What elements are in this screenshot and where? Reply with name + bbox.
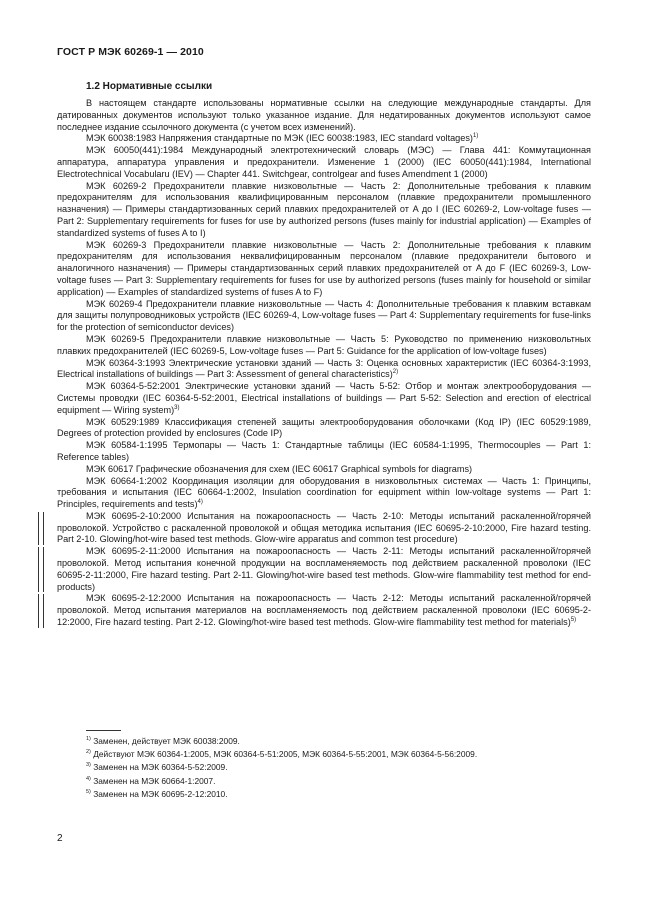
reference-text: МЭК 60269-2 Предохранители плавкие низковольтные — Часть 2: Дополнительные требования к плавким предохранителям для использования квалифицированным персоналом (плавкие предохранители промышленного назначения) — Примеры стандартизованных серий плавких предохранителей от A до I (IEC 60269-2, Low-voltage fuses — Part 2: Supplementary requirements for fuses for use by authorized persons (fuses mainly for industrial application) — Examples of standardized systems of fuses A to I) — [57, 180, 591, 238]
reference-text: МЭК 60050(441):1984 Международный электротехнический словарь (МЭС) — Глава 441: Коммутационная аппаратура, аппаратура управления и предохранители. Изменение 1 (2000) (IEC 60050(441):1984, International Electrotechnical Vocabularu (IEV) — Chapter 441. Switchgear, controlgear and fuses Amendment 1 (2000) — [57, 145, 591, 179]
reference-text: МЭК 60038:1983 Напряжения стандартные по МЭК (IEC 60038:1983, IEC standard voltages) — [86, 133, 473, 144]
reference-entry — [57, 133, 591, 145]
footnotes — [86, 735, 477, 801]
page-number: 2 — [57, 833, 63, 844]
footnote-mark: 2) — [86, 749, 91, 756]
reference-text: МЭК 60664-1:2002 Координация изоляции для оборудования в низковольтных системах — Часть 1: Принципы, требования и испытания (IEC 60664-1:2002, Insulation coordination for equipment within low-voltage systems — Part 1: Principles, requirements and tests) — [57, 475, 591, 510]
footnote-text: Заменен на МЭК 60695-2-12:2010. — [93, 788, 228, 799]
reference-entry — [57, 546, 591, 593]
reference-entry — [57, 381, 591, 416]
reference-text: МЭК 60695-2-10:2000 Испытания на пожароопасность — Часть 2-10: Методы испытаний раскаленной/горячей проволокой. Устройство с раскаленной проволокой и общая методика испытания (IEC 60695-2-10:2000, Fire hazard testing. Part 2-10. Glowing/hot-wire based test methods. Glow-wire apparatus and common test procedure) — [57, 510, 591, 545]
reference-text: МЭК 60269-5 Предохранители плавкие низковольтные — Часть 5: Руководство по применению низковольтных плавких предохранителей (IEC 60269-5, Low-voltage fuses — Part 5: Guidance for the application of low-voltage fuses) — [57, 333, 591, 356]
footnote-separator — [86, 730, 121, 731]
reference-entry — [57, 299, 591, 334]
footnote-text: Заменен на МЭК 60664-1:2007. — [93, 775, 216, 786]
reference-text: МЭК 60269-4 Предохранители плавкие низковольтные — Часть 4: Дополнительные требования к плавким вставкам для защиты полупроводниковых устройств (IEC 60269-4, Low-voltage fuses — Part 4: Supplementary requirements for fuse-links for the protection of semiconductor devices) — [57, 298, 591, 333]
reference-text: В настоящем стандарте использованы нормативные ссылки на следующие международные стандарты. Для датированных документов используют только указанное издание. Для недатированных документов используют самое последнее издание ссылочного документа (с учетом всех изменений). — [57, 98, 591, 132]
reference-entry — [57, 240, 591, 299]
intro-paragraph — [57, 98, 591, 133]
reference-entry — [57, 476, 591, 511]
normative-references-list — [57, 98, 591, 629]
reference-text: МЭК 60695-2-11:2000 Испытания на пожароопасность — Часть 2-11: Методы испытаний раскаленной/горячей проволокой. Метод испытания конечной продукции на воспламеняемость под действием раскаленной проволоки (IEC 60695-2-11:2000, Fire hazard testing. Part 2-11. Glowing/hot-wire based test methods. Glow-wire flammability test method for end-products) — [57, 546, 591, 592]
change-bar — [38, 512, 44, 545]
reference-text: МЭК 60695-2-12:2000 Испытания на пожароопасность — Часть 2-12: Методы испытаний раскаленной/горячей проволокой. Метод испытания материалов на воспламеняемость под действием раскаленной проволоки (IEC 60695-2-12:2000, Fire hazard testing. Part 2-12. Glowing/hot-wire based test methods. Glow-wire flammability test method for materials) — [57, 593, 591, 628]
reference-text: МЭК 60617 Графические обозначения для схем (IEC 60617 Graphical symbols for diagrams) — [86, 463, 473, 474]
section-title: 1.2 Нормативные ссылки — [86, 81, 213, 92]
reference-entry — [57, 145, 591, 180]
reference-text: МЭК 60364-3:1993 Электрические установки зданий — Часть 3: Оценка основных характеристик (IEC 60364-3:1993, Electrical installations of buildings — Part 3: Assessment of general characteristics) — [57, 357, 591, 380]
reference-entry — [57, 334, 591, 358]
footnote-marker: 5) — [570, 617, 577, 624]
reference-entry — [57, 440, 591, 464]
reference-entry — [57, 181, 591, 240]
footnote-item — [86, 735, 477, 748]
footnote-text: Заменен, действует МЭК 60038:2009. — [93, 736, 240, 746]
reference-entry — [57, 358, 591, 382]
reference-entry — [57, 417, 591, 441]
reference-text: МЭК 60529:1989 Классификация степеней защиты электрооборудования оболочками (Код IP) (IEC 60529:1989, Degrees of protection provided by enclosures (Code IP) — [57, 416, 591, 439]
footnote-item — [86, 788, 477, 801]
footnote-mark: 4) — [86, 775, 91, 782]
footnote-text: Заменен на МЭК 60364-5-52:2009. — [93, 762, 228, 773]
reference-text: МЭК 60269-3 Предохранители плавкие низковольтные — Часть 2: Дополнительные требования к плавким предохранителям для использования неквалифицированным персоналом (плавкие предохранители бытового и аналогичного назначения) — Примеры стандартизованных серий плавких предохранителей от A до F (IEC 60269-3, Low-voltage fuses — Part 3: Supplementary requirements for fuses for use by authorized persons (fuses mainly for household or similar application) — Examples of standardized systems of fuses A to F) — [57, 239, 591, 297]
change-bar — [38, 547, 44, 592]
reference-entry — [57, 593, 591, 628]
footnote-item — [86, 761, 477, 774]
footnote-marker: 4) — [197, 499, 203, 506]
footnote-marker: 3) — [174, 404, 180, 411]
footnote-text: Действуют МЭК 60364-1:2005, МЭК 60364-5-51:2005, МЭК 60364-5-55:2001, МЭК 60364-5-56:2009. — [93, 749, 478, 760]
footnote-marker: 1) — [472, 133, 479, 140]
change-bar — [38, 594, 44, 627]
footnote-item — [86, 775, 477, 788]
footnote-marker: 2) — [392, 369, 399, 376]
reference-text: МЭК 60364-5-52:2001 Электрические установки зданий — Часть 5-52: Отбор и монтаж электрооборудования — Системы проводки (IEC 60364-5-52:2001, Electrical installations of buildings — Part 5-52: Selection and erection of electrical equipment — Wiring system) — [57, 381, 591, 415]
reference-entry — [57, 464, 591, 476]
footnote-mark: 3) — [86, 762, 91, 769]
footnote-item — [86, 748, 477, 761]
footnote-mark: 1) — [86, 736, 91, 743]
reference-entry — [57, 511, 591, 546]
reference-text: МЭК 60584-1:1995 Термопары — Часть 1: Стандартные таблицы (IEC 60584-1:1995, Thermocouples — Part 1: Reference tables) — [57, 440, 591, 462]
footnote-mark: 5) — [86, 789, 91, 796]
document-header: ГОСТ Р МЭК 60269-1 — 2010 — [57, 46, 204, 58]
